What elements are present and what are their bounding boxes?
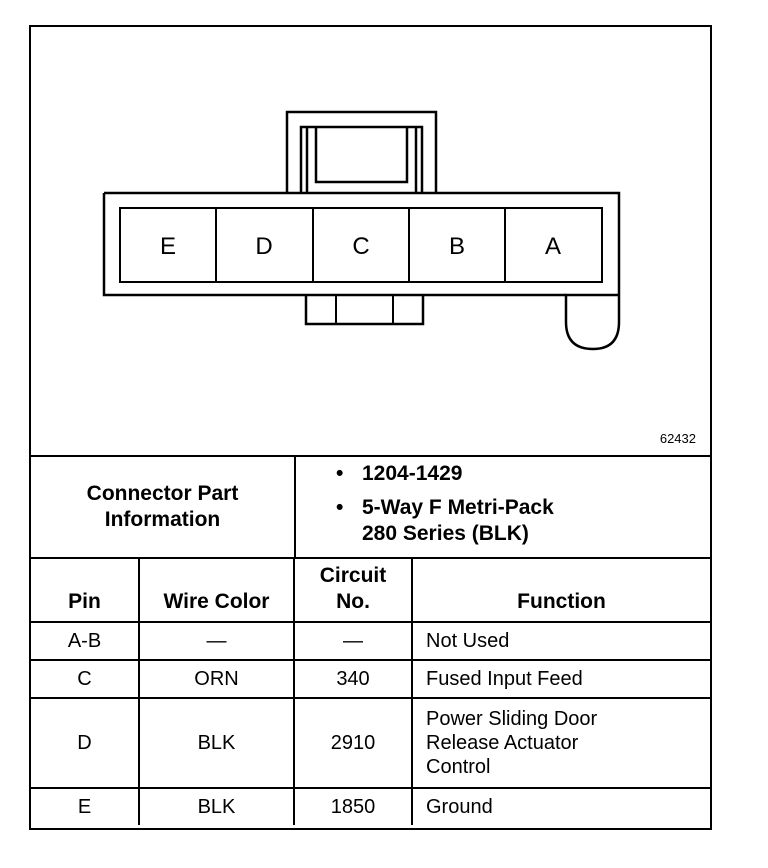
table-header-row [31,559,710,622]
part-info-item [336,495,554,547]
cell-pin: D [31,698,139,788]
cell-function [412,698,710,788]
header-circuit-line2: No. [336,590,370,613]
cell-circuit: — [294,622,412,660]
connector-type-line2: 280 Series (BLK) [362,522,529,545]
connector-sheet [29,25,712,830]
cavity-label-e: E [159,233,177,260]
pinout-table [31,559,710,825]
housing-outline [104,193,619,349]
cell-circuit: 340 [294,660,412,698]
connector-diagram [31,27,710,457]
cell-circuit: 2910 [294,698,412,788]
cell-function: Ground [412,788,710,825]
cell-pin: E [31,788,139,825]
table-row [31,660,710,698]
cell-wire-color: ORN [139,660,294,698]
bottom-key [306,295,423,324]
part-info-item [336,461,554,487]
figure-number: 62432 [659,431,696,446]
table-row [31,788,710,825]
bullet-icon: • [336,496,344,519]
part-info-label-line2: Information [104,508,221,531]
cell-function-line: Power Sliding Door [426,708,598,730]
cell-pin: A-B [31,622,139,660]
part-info-label [31,457,296,557]
cell-pin: C [31,660,139,698]
bullet-icon: • [336,462,344,485]
header-circuit [294,559,412,622]
lock-tab-ramp [316,127,407,182]
part-number: 1204-1429 [362,462,463,485]
connector-face-drawing [31,27,710,455]
part-info-row [31,457,710,559]
header-circuit-line1: Circuit [319,564,387,587]
cell-wire-color: BLK [139,698,294,788]
part-info-list [336,461,554,555]
table-row [31,622,710,660]
cell-circuit: 1850 [294,788,412,825]
cavity-label-d: D [255,233,273,260]
cavity-label-b: B [448,233,466,260]
header-pin: Pin [31,559,139,622]
part-info-label-line1: Connector Part [86,482,239,505]
cell-function: Fused Input Feed [412,660,710,698]
cell-wire-color: BLK [139,788,294,825]
cell-function: Not Used [412,622,710,660]
cavity-label-c: C [352,233,370,260]
cavity-label-a: A [544,233,562,260]
connector-type-line1: 5-Way F Metri-Pack [362,496,554,519]
header-wire-color: Wire Color [139,559,294,622]
cell-function-line: Control [426,756,491,778]
cell-function-line: Release Actuator [426,732,579,754]
cell-wire-color: — [139,622,294,660]
table-row [31,698,710,788]
header-function: Function [412,559,710,622]
